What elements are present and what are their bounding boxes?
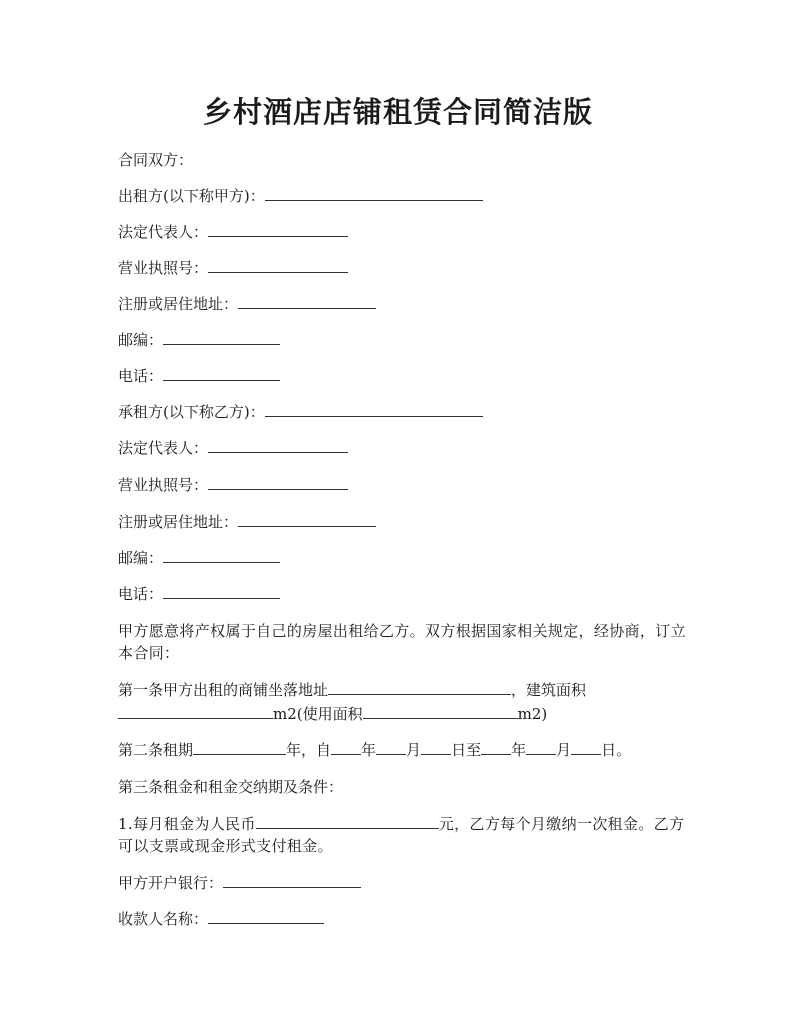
article1-text-b: ，建筑面积 [511, 681, 587, 699]
article1-area-blank[interactable] [118, 704, 273, 719]
start-day-blank[interactable] [421, 740, 451, 755]
lessor-label: 出租方(以下称甲方)： [118, 187, 265, 205]
article1-text-c: m2(使用面积 [273, 705, 363, 723]
lessee-postcode-line [118, 547, 686, 569]
lessor-rep-line [118, 221, 686, 243]
bank-line [118, 872, 686, 894]
rent-amount-blank[interactable] [256, 814, 439, 829]
end-month-blank[interactable] [526, 740, 556, 755]
bank-blank[interactable] [223, 873, 361, 888]
lessee-postcode-blank[interactable] [163, 548, 280, 563]
article1-line1 [118, 679, 686, 701]
lessor-phone-line [118, 365, 686, 387]
lessor-postcode-label: 邮编： [118, 331, 164, 349]
payee-label: 收款人名称： [118, 910, 209, 928]
lessee-phone-line [118, 583, 686, 605]
lessor-phone-label: 电话： [118, 367, 164, 385]
document-title: 乡村酒店店铺租赁合同简洁版 [202, 95, 593, 129]
lessee-line [118, 401, 686, 423]
start-year-blank[interactable] [331, 740, 361, 755]
lessee-postcode-label: 邮编： [118, 549, 164, 567]
article2-m: 月 [406, 741, 422, 759]
lessor-address-label: 注册或居住地址： [118, 295, 239, 313]
bank-label: 甲方开户银行： [118, 874, 224, 892]
lessor-line [118, 185, 686, 207]
article2-d2: 日。 [601, 741, 632, 759]
lessee-rep-line [118, 437, 686, 459]
payee-blank[interactable] [208, 909, 324, 924]
lessee-rep-blank[interactable] [208, 438, 348, 453]
article1-address-blank[interactable] [328, 680, 511, 695]
lessor-rep-label: 法定代表人： [118, 223, 209, 241]
lessor-rep-blank[interactable] [208, 222, 348, 237]
article2-y: 年 [361, 741, 377, 759]
lessee-phone-blank[interactable] [163, 584, 280, 599]
end-year-blank[interactable] [481, 740, 511, 755]
lessor-postcode-blank[interactable] [163, 330, 280, 345]
article2-text-b: 年，自 [286, 741, 332, 759]
lessee-rep-label: 法定代表人： [118, 439, 209, 457]
lessor-license-line [118, 257, 686, 279]
article3-item1-b: 元，乙方每个月缴纳一次租金。乙方可以支票或现金形式支付租金。 [118, 815, 685, 855]
article3-item1 [118, 813, 686, 857]
article2-text-a: 第二条租期 [118, 741, 194, 759]
article2-y2: 年 [511, 741, 527, 759]
lessee-address-line [118, 511, 686, 533]
article1-usable-area-blank[interactable] [363, 704, 518, 719]
parties-label [118, 149, 686, 171]
lessee-license-label: 营业执照号： [118, 476, 209, 494]
article1-text-d: m2) [517, 705, 548, 723]
term-years-blank[interactable] [193, 740, 286, 755]
article1-text-a: 第一条甲方出租的商铺坐落地址 [118, 681, 329, 699]
article2-dto: 日至 [451, 741, 482, 759]
article2-m2: 月 [556, 741, 572, 759]
lessee-address-label: 注册或居住地址： [118, 513, 239, 531]
lessee-license-line [118, 474, 686, 496]
article3-heading: 第三条租金和租金交纳期及条件： [118, 778, 344, 796]
payee-line [118, 908, 686, 930]
lessor-license-label: 营业执照号： [118, 259, 209, 277]
end-day-blank[interactable] [571, 740, 601, 755]
lessor-postcode-line [118, 329, 686, 351]
lessee-phone-label: 电话： [118, 585, 164, 603]
article3-item1-a: 1.每月租金为人民币 [118, 815, 256, 833]
lessee-address-blank[interactable] [238, 512, 376, 527]
lessor-name-blank[interactable] [265, 186, 483, 201]
lessor-license-blank[interactable] [208, 258, 348, 273]
parties-label-text: 合同双方： [118, 151, 194, 169]
lessee-name-blank[interactable] [265, 402, 483, 417]
article1-line2 [118, 703, 686, 725]
start-month-blank[interactable] [376, 740, 406, 755]
lessor-address-blank[interactable] [238, 294, 376, 309]
lessee-label: 承租方(以下称乙方)： [118, 403, 265, 421]
lessor-address-line [118, 293, 686, 315]
lessee-license-blank[interactable] [208, 475, 348, 490]
intro-paragraph: 甲方愿意将产权属于自己的房屋出租给乙方。双方根据国家相关规定，经协商，订立本合同： [118, 622, 686, 662]
lessor-phone-blank[interactable] [163, 366, 280, 381]
article2-line [118, 739, 686, 761]
